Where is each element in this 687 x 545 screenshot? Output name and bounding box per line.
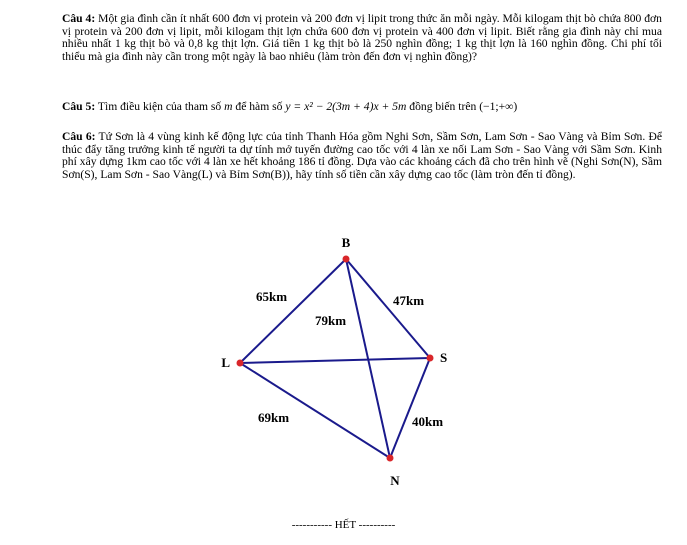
distance-BN: 79km (315, 313, 347, 328)
question-4-text: Một gia đình cần ít nhất 600 đơn vị protein và 200 đơn vị lipit trong thức ăn mỗi ngày. Mỗi kilogam thịt bò chứa 800 đơn vị protein và 200 đơn vị lipit, mỗi kilogam thịt lợn chứa 600 đơn vị protein và 400 đơn vị lipit. Biết rằng gia đình này chỉ mua nhiều nhất 1 kg thịt bò và 0,8 kg thịt lợn. Giá tiền 1 kg thịt bò là 250 nghìn đồng; 1 kg thịt lợn là 160 nghìn đồng. Chi phí tối thiểu mà gia đình này cần trong một ngày là bao nhiêu (làm tròn đến đơn vị nghìn đồng)? (62, 12, 662, 63)
distance-LN: 69km (258, 410, 290, 425)
question-5-text-after: đồng biến trên (409, 100, 477, 113)
point-S-label: S (440, 350, 448, 365)
diagonal-LS (240, 358, 430, 363)
point-B-dot (343, 256, 350, 263)
point-S-dot (427, 355, 434, 362)
distance-SN: 40km (412, 414, 444, 429)
point-L-dot (237, 360, 244, 367)
point-N-dot (387, 455, 394, 462)
question-6-text: Tứ Sơn là 4 vùng kinh kế động lực của tỉnh Thanh Hóa gồm Nghi Sơn, Sầm Sơn, Lam Sơn - Sao Vàng và Bỉm Sơn. Để thúc đẩy tăng trưởng kinh tế người ta dự tính mở tuyến đường cao tốc với 4 làn xe nối Lam Sơn - Sao Vàng với Sầm Sơn. Kinh phí xây dựng 1km cao tốc với 4 làn xe hết khoảng 186 tỉ đồng. Dựa vào các khoảng cách đã cho trên hình vẽ (Nghi Sơn(N), Sầm Sơn(S), Lam Sơn - Sao Vàng(L) và Bỉm Sơn(B)), hãy tính số tiền cần xây dựng cao tốc (làm tròn đến tỉ đồng). (62, 130, 662, 181)
question-5-formula: y = x² − 2(3m + 4)x + 5m (285, 100, 407, 113)
distance-BS: 47km (393, 293, 425, 308)
question-5-interval: (−1;+∞) (479, 100, 518, 113)
question-4-label: Câu 4: (62, 12, 96, 25)
question-5-param: m (224, 100, 233, 113)
question-5-text-before: Tìm điều kiện của tham số (97, 100, 222, 113)
question-5-label: Câu 5: (62, 100, 96, 113)
edge-SN (390, 358, 430, 458)
edge-BS (346, 259, 430, 358)
edge-LB (240, 259, 346, 363)
distance-LB: 65km (256, 289, 288, 304)
question-5-text-mid: để hàm số (235, 100, 283, 113)
point-N-label: N (390, 473, 400, 488)
question-6-label: Câu 6: (62, 130, 96, 143)
end-marker: ----------- HẾT ---------- (291, 519, 396, 531)
point-L-label: L (221, 355, 230, 370)
point-B-label: B (341, 235, 351, 250)
